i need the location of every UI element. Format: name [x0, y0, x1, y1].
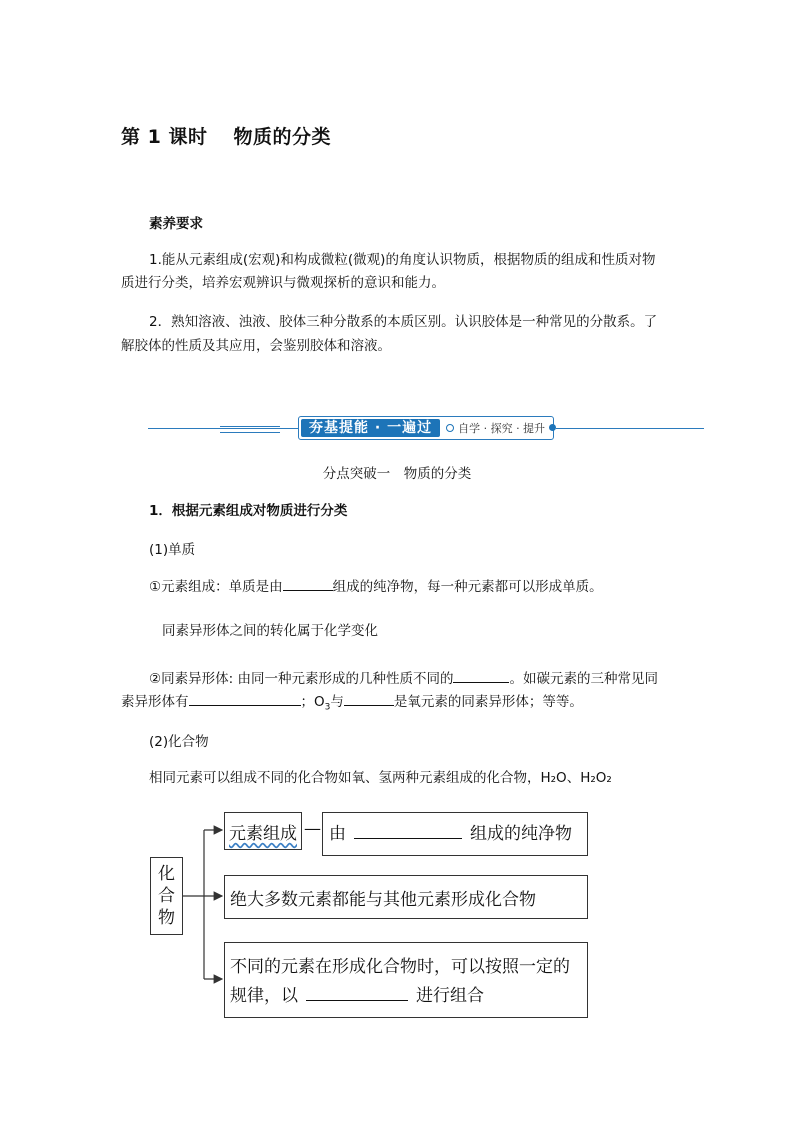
element-composition-line: ①元素组成：单质是由 组成的纯净物，每一种元素都可以形成单质。	[149, 575, 603, 599]
compound-root-box: 化 合 物	[150, 857, 183, 935]
lesson-number: 第 1 课时	[121, 126, 208, 148]
subsection-simple-substance: (1)单质	[149, 542, 196, 558]
pure-substance-box: 由 组成的纯净物	[322, 812, 588, 856]
compound-description: 相同元素可以组成不同的化合物如氧、氢两种元素组成的化合物，H₂O、H₂O₂	[149, 770, 612, 786]
subsection-compound: (2)化合物	[149, 734, 209, 750]
banner-main-label: 夯基提能 · 一遍过	[301, 419, 440, 437]
requirement-2-line-2: 解胶体的性质及其应用，会鉴别胶体和溶液。	[121, 338, 391, 354]
requirement-1-line-2: 质进行分类，培养宏观辨识与微观探析的意识和能力。	[121, 275, 445, 291]
requirement-1-line-1: 1.能从元素组成(宏观)和构成微粒(微观)的角度认识物质，根据物质的组成和性质对物	[149, 252, 656, 268]
lesson-topic: 物质的分类	[233, 126, 331, 148]
allotrope-line-2: 素异形体有 ；$O_3$与 是氧元素的同素异形体；等等。	[121, 690, 583, 720]
note-text: 同素异形体之间的转化属于化学变化	[162, 623, 378, 639]
requirement-2-line-1: 2．熟知溶液、浊液、胶体三种分散系的本质区别。认识胶体是一种常见的分散系。了	[149, 314, 658, 330]
requirements-heading: 素养要求	[149, 216, 203, 232]
section-title: 分点突破一 物质的分类	[322, 466, 472, 482]
compound-formation-box: 绝大多数元素都能与其他元素形成化合物	[224, 875, 588, 919]
answer-blank	[306, 986, 408, 1001]
allotrope-line-1: ②同素异形体: 由同一种元素形成的几种性质不同的 。如碳元素的三种常见同	[149, 667, 658, 691]
answer-blank	[354, 824, 462, 839]
combination-rule-box: 不同的元素在形成化合物时，可以按照一定的 规律，以 进行组合	[224, 942, 588, 1018]
banner-sub-label: 自学 · 探究 · 提升	[458, 422, 546, 435]
dash-connector: —	[304, 819, 321, 839]
point-1-heading: 1．根据元素组成对物质进行分类	[149, 503, 348, 519]
element-composition-box: 元素组成	[224, 812, 302, 850]
